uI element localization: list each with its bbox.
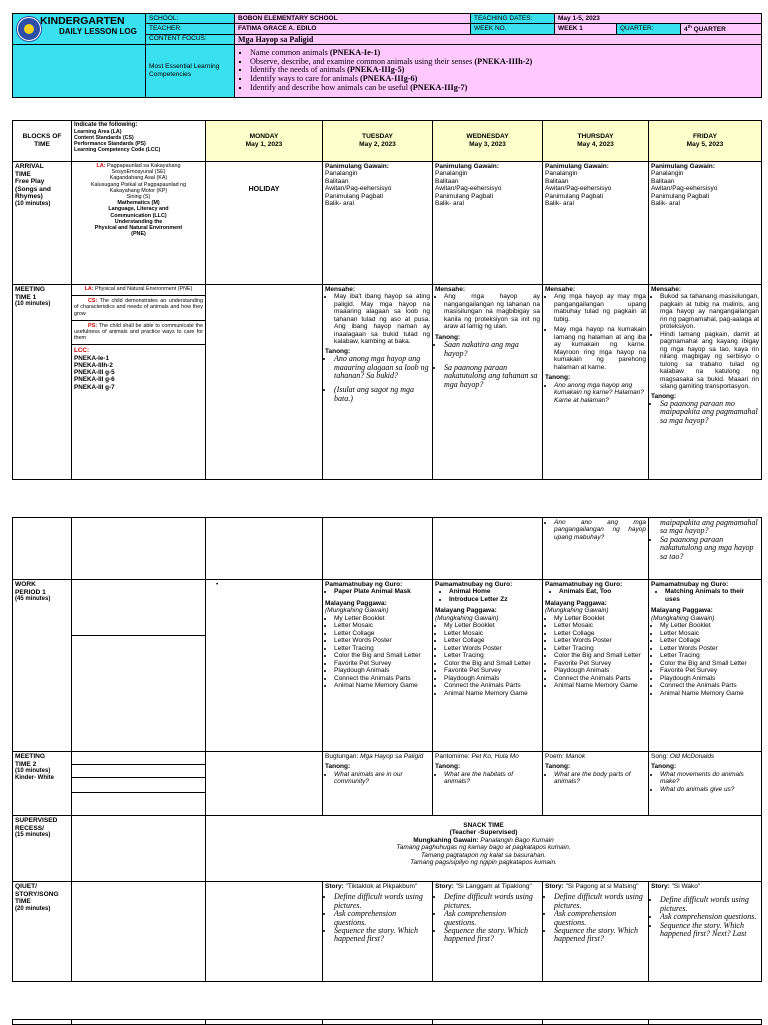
friday-header: FRIDAY May 5, 2023 [649,121,762,162]
wednesday-continuation [433,518,543,580]
focus-value: Mga Hayop sa Paligid [235,34,762,44]
tuesday-meeting1: Mensahe: • May iba't ibang hayop sa ating paligid. May mga hayop na maaaring alagaan sa loob ng tahanan tulad ng aso at pusa. Ang ibang hayop naman ay inaalagaan sa bukid tulad ng kalabaw, kambing at baka. Tanong: • Ano anong mga hayop ang maaaring alagaan sa loob ng tahanan? Sa bukid? • (Isulat ang sagot ng mga bata.) [323,285,433,480]
tuesday-work1: Pamamatnubay ng Guro: • Paper Plate Animal Mask Malayang Paggawa: (Mungkahing Gawain) • My Letter Booklet • Letter Mosaic • Letter Collage • Letter Words Poster • Letter Tracing • Color the Big and Small Letter • Favorite Pet Survey • Playdough Animals • Connect the Animals Parts • Animal Name Memory Game [323,580,433,752]
recess-indicators [72,816,206,882]
tuesday-continuation [323,518,433,580]
competency-item: ▪ Name common animals (PNEKA-Ie-1) [250,49,758,58]
snack-time-cell: SNACK TIME (Teacher -Supervised) Mungkahing Gawain: Panalangin Bago Kumain Tamang paghuhugas ng kamay bago at pagkatapos kumain. Tamang pagtatapon ng kalat sa basurahan. Tamang pagsisipilyo ng ngipin pagkatapos kumain. [206,816,762,882]
focus-label: CONTENT FOCUS: [146,34,235,44]
meeting1-label: MEETING TIME 1 (10 minutes) [13,285,72,480]
dll-title: DAILY LESSON LOG [59,27,137,36]
week-label: WEEK NO. [471,24,555,35]
arrival-label: ARRIVAL TIME Free Play (Songs and Rhymes) (10 minutes) [13,162,72,285]
monday-continuation [206,518,323,580]
quarter-label: QUARTER: [617,24,681,35]
continuation-label [13,518,72,580]
thursday-work1: Pamamatnubay ng Guro: • Animals Eat, Too Malayang Paggawa: (Mungkahing Gawain) • My Letter Booklet • Letter Mosaic • Letter Collage • Letter Words Poster • Letter Tracing • Color the Big and Small Letter • Favorite Pet Survey • Playdough Animals • Connect the Animals Parts • Animal Name Memory Game [543,580,649,752]
wednesday-meeting1: Mensahe: • Ang mga hayop ay nangangailangan ng tahanan na masisilungan na magbibigay sa kanila ng proteksiyon sa init ng araw at lamig ng ulan. Tanong: • Saan nakatira ang mga hayop? • Sa paanong paraan nakatutulong ang tahanan sa mga hayop? [433,285,543,480]
monday-meeting2 [206,752,323,816]
thursday-arrival: Panimulang Gawain: Panalangin Balitaan Awitan/Pag-eehersisyo Panimulang Pagbati Balik- aral [543,162,649,285]
quiet-indicators [72,882,206,982]
competency-list [238,49,758,93]
competency-item: ▪ Identify the needs of animals (PNEKA-IIIg-5) [250,66,758,75]
competency-item: ▪ Identify and describe how animals can be useful (PNEKA-IIIg-7) [250,84,758,93]
meeting2-label: MEETING TIME 2 (10 minutes) Kinder- White [13,752,72,816]
wednesday-quiet: Story: "Si Langgam at Tipaklong" • Define difficult words using pictures. • Ask comprehension questions. • Sequence the story. Which happened first? [433,882,543,982]
friday-q-continued: maipapakita ang pagmamahal sa mga hayop? [660,518,758,536]
monday-meeting1 [206,285,323,480]
deped-seal-icon [17,17,41,41]
wednesday-work1: Pamamatnubay ng Guro: • Animal Home • Introduce Letter Zz Malayang Paggawa: (Mungkahing Gawain) • My Letter Booklet • Letter Mosaic • Letter Collage • Letter Words Poster • Letter Tracing • Color the Big and Small Letter • Favorite Pet Survey • Playdough Animals • Connect the Animals Parts • Animal Name Memory Game [433,580,543,752]
blocks-header: BLOCKS OF TIME [13,121,72,162]
competencies-cell [235,44,762,97]
monday-holiday: HOLIDAY [206,162,323,285]
monday-work1: • [206,580,323,752]
thursday-continuation: • Ano ano ang mga pangangailangan ng hayop upang mabuhay? [543,518,649,580]
logo-spacer [13,44,146,97]
header-table [12,13,762,98]
friday-meeting2: Song: Old McDonalds Tanong: • What movements do animals make? • What do animals give us? [649,752,762,816]
school-label: SCHOOL: [146,14,235,24]
monday-quiet [206,882,323,982]
competency-item: ▪ Identify ways to care for animals (PNEKA-IIIg-6) [250,75,758,84]
friday-meeting1: Mensahe: • Bukod sa tahanang masisilungan, pagkain at tubig na malinis, ang mga hayop ay nangangailangan rin ng pagmamahal, pag-aalaga at proteksiyon. • Hindi lamang pagkain, damit at pagmamahal ang kayang ibigay ng mga hayop sa tao, kaya rin nilang magbigay ng serbisyo o tulong sa trabaho tulad ng kalabaw na katulong ng magsasaka sa bukid. Maaari rin silang gamiting transportasyon. Tanong: • Sa paanong paraan mo maipapakita ang pagmamahal sa mga hayop? [649,285,762,480]
meeting2-indicators [72,752,206,816]
dates-value: May 1-5, 2023 [555,14,762,24]
arrival-indicators: LA: Pagpapaunlad sa Kakayahang SosyoEmosyunal (SE) Kagandahang Asal (KA) Kalusugang Pisikal at Pagpapaunlad ng Kakayahang Motor (KP) Sining (S) Mathematics (M) Language, Literacy and Communication (LLC) Understanding the Physical and Natural Environment (PNE) [72,162,206,285]
thursday-meeting2: Poem: Manok Tanong: • What are the body parts of animals? [543,752,649,816]
teacher-label: TEACHER: [146,24,235,35]
thursday-header: THURSDAY May 4, 2023 [543,121,649,162]
schedule-table-page1 [12,120,762,480]
wednesday-meeting2: Pantomime: Pet Ko, Hula Mo Tanong: • What are the habitats of animals? [433,752,543,816]
work1-label: WORK PERIOD 1 (45 minutes) [13,580,72,752]
week-value: WEEK 1 [555,24,617,35]
competency-item: ▪ Observe, describe, and examine common animals using their senses (PNEKA-IIIh-2) [250,58,758,67]
schedule-table-page2 [12,517,762,982]
dates-label: TEACHING DATES: [471,14,555,24]
tuesday-meeting2: Bugtungan: Mga Hayop sa Paligid Tanong: • What animals are in our community? [323,752,433,816]
friday-quiet: Story: "Si Wako" • Define difficult words using pictures. • Ask comprehension questions. • Sequence the story. Which happened first? Next? Last [649,882,762,982]
logo-cell [13,14,146,45]
wednesday-arrival: Panimulang Gawain: Panalangin Balitaan Awitan/Pag-eehersisyo Panimulang Pagbati Balik- aral [433,162,543,285]
kindergarten-title: KINDERGARTEN [40,15,125,27]
tuesday-arrival: Panimulang Gawain: Panalangin Balitaan Awitan/Pag-eehersisyo Panimulang Pagbati Balik- aral [323,162,433,285]
schedule-table-page3-edge [12,1019,762,1025]
quarter-value: 4th QUARTER [681,24,762,35]
thursday-quiet: Story: "Si Pagong at si Matsing" • Define difficult words using pictures. • Ask comprehension questions. • Sequence the story. Which happened first? [543,882,649,982]
teacher-value: FATIMA GRACE A. EDILO [235,24,471,35]
wednesday-header: WEDNESDAY May 3, 2023 [433,121,543,162]
work1-indicators [72,580,206,752]
tuesday-quiet: Story: "Tiktaktok at Pikpakbum" • Define difficult words using pictures. • Ask comprehension questions. • Sequence the story. Which happened first? [323,882,433,982]
continuation-indicators [72,518,206,580]
tuesday-header: TUESDAY May 2, 2023 [323,121,433,162]
quiet-label: QIUET/ STORY/SONG TIME (20 minutes) [13,882,72,982]
school-value: BOBON ELEMENTARY SCHOOL [235,14,471,24]
recess-label: SUPERVISED RECESS/ (15 minutes) [13,816,72,882]
friday-continuation: maipapakita ang pagmamahal sa mga hayop? • Sa paanong paraan nakatutulong ang mga hayop sa tao? [649,518,762,580]
indicate-header: Indicate the following: Learning Area (LA) Content Standards (CS) Performance Standards (PS) Learning Competency Code (LCC) [72,121,206,162]
thursday-meeting1: Mensahe: • Ang mga hayop ay may mga pangangailangan upang mabuhay tulad ng pagkain at tubig. • May mga hayop na kumakain lamang ng halaman at ang iba ay kumakain ng karne. Mayroon ring mga hayop na kumakain ng parehong halaman at karne. Tanong: • Ano anong mga hayop ang kumakain ng karne? Halaman? Karne at halaman? [543,285,649,480]
meeting1-indicators: LA: Physical and Natural Environment (PNE) CS: The child demonstrates an understanding of characteristics and needs of animals and how they grow PS: The child shall be able to communicate the usefulness of animals and practice ways to care for them LCC: PNEKA-Ie-1 PNEKA-IIIh-2 PNEKA-III g-5 PNEKA-III g-6 PNEKA-III g-7 [72,285,206,480]
mel-label: Most Essential Learning Competencies [146,44,235,97]
friday-arrival: Panimulang Gawain: Panalangin Balitaan Awitan/Pag-eehersisyo Panimulang Pagbati Balik- aral [649,162,762,285]
monday-header: MONDAY May 1, 2023 [206,121,323,162]
friday-work1: Pamamatnubay ng Guro: • Matching Animals to their uses Malayang Paggawa: (Mungkahing Gawain) • My Letter Booklet • Letter Mosaic • Letter Collage • Letter Words Poster • Letter Tracing • Color the Big and Small Letter • Favorite Pet Survey • Playdough Animals • Connect the Animals Parts • Animal Name Memory Game [649,580,762,752]
